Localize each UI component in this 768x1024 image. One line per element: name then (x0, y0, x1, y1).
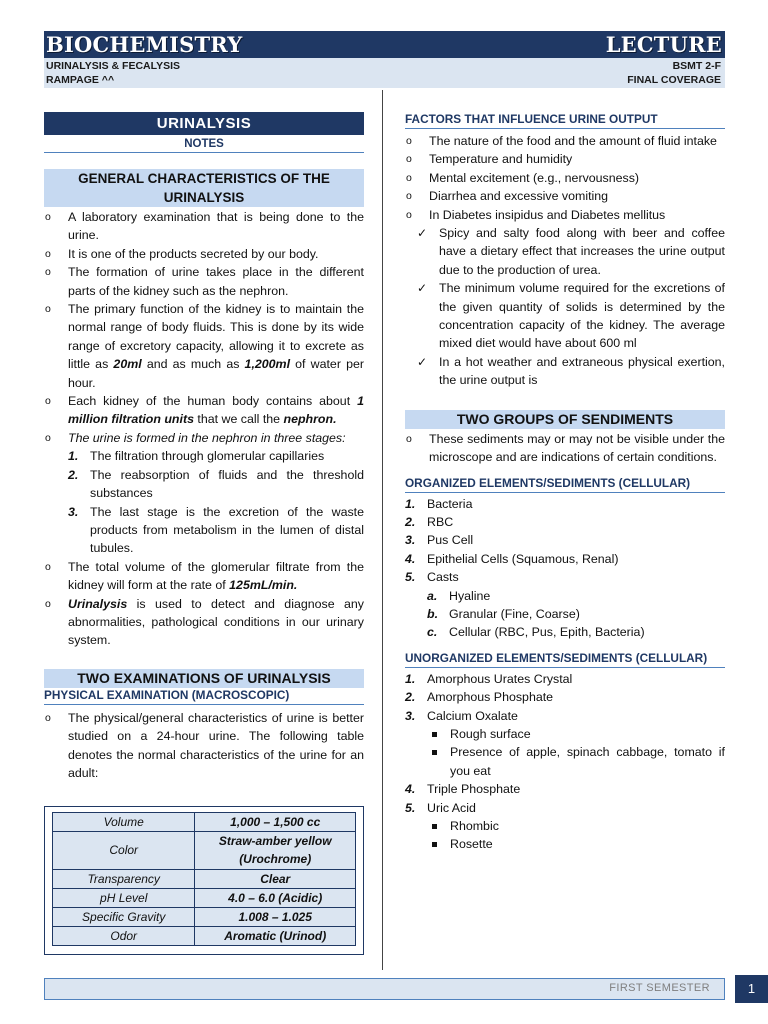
list-item: 5. Casts a. Hyaline b. Granular (Fine, Coarse) c. Cellular (RBC, Pus, Epith, Bacteria) (405, 568, 725, 642)
list-item: 2. Amorphous Phosphate (405, 690, 554, 705)
physical-examination-heading: PHYSICAL EXAMINATION (MACROSCOPIC) (44, 688, 364, 705)
list-item: o The urine is formed in the nephron in three stages: 1. The filtration through glomerular capillaries 2. The reabsorption of fluids and the threshold substances 3. The last stage is the excretion of the waste products from metabolism in the lumen of distal tubules. (44, 429, 364, 558)
table-value: 1.008 – 1.025 (195, 908, 356, 927)
uric-acid-forms-list (427, 817, 725, 854)
table-value: 1,000 – 1,500 cc (195, 813, 356, 832)
list-item: 1. Amorphous Urates Crystal (405, 671, 573, 686)
stage-item: 1. The filtration through glomerular capillaries (68, 449, 325, 464)
header-sub-left (46, 59, 180, 87)
table-key: Transparency (53, 869, 195, 888)
list-item: o Mental excitement (e.g., nervousness) (405, 169, 725, 187)
table-key: Specific Gravity (53, 908, 195, 927)
list-item: o Diarrhea and excessive vomiting (405, 187, 725, 205)
list-item: Presence of apple, spinach cabbage, tomato if you eat (427, 743, 725, 780)
table-row (53, 813, 356, 832)
list-item: o The formation of urine takes place in the different parts of the kidney such as the nephron. (44, 263, 364, 300)
list-item: o In Diabetes insipidus and Diabetes mellitus (405, 206, 725, 224)
table-row (53, 888, 356, 907)
unorganized-elements-heading: UNORGANIZED ELEMENTS/SEDIMENTS (CELLULAR) (405, 651, 725, 668)
list-item: o Urinalysis is used to detect and diagnose any abnormalities, pathological conditions in our urinary system. (44, 595, 364, 650)
list-item: o The nature of the food and the amount of fluid intake (405, 132, 725, 150)
list-item: o The physical/general characteristics of urine is better studied on a 24-hour urine. The following table denotes the normal characteristics of the urine for an adult: (44, 709, 364, 783)
table-key: Odor (53, 927, 195, 946)
table-value: Straw-amber yellow (Urochrome) (195, 832, 356, 869)
table-value: 4.0 – 6.0 (Acidic) (195, 888, 356, 907)
stage-item: 3. The last stage is the excretion of the waste products from metabolism in the lumen of distal tubules. (68, 504, 364, 556)
factors-notes-list (405, 224, 725, 390)
list-item: o Temperature and humidity (405, 150, 725, 168)
list-item: o Each kidney of the human body contains about 1 million filtration units that we call the nephron. (44, 392, 364, 429)
list-item: 3. Calcium Oxalate Rough surface Presence of apple, spinach cabbage, tomato if you eat (405, 707, 725, 781)
stage-item: 2. The reabsorption of fluids and the threshold substances (68, 467, 364, 501)
section-code: BSMT 2-F (672, 60, 721, 72)
course-topic: URINALYSIS & FECALYSIS (46, 60, 181, 72)
general-characteristics-list (44, 208, 364, 650)
left-column (44, 112, 364, 782)
normal-characteristics-table-frame (44, 806, 364, 955)
normal-characteristics-table (52, 812, 356, 946)
list-item: o The primary function of the kidney is to maintain the normal range of body fluids. This is done by its wide range of excretory capacity, allowing it to excrete as little as 20ml and as much as 1,200ml of water per hour. (44, 300, 364, 392)
general-characteristics-heading: GENERAL CHARACTERISTICS OF THE URINALYSIS (44, 169, 364, 207)
unorganized-elements-list (405, 670, 725, 854)
course-tag: RAMPAGE ^^ (46, 74, 115, 86)
column-divider (382, 90, 383, 970)
table-row (53, 927, 356, 946)
list-item: ✓ Spicy and salty food along with beer and coffee have a dietary effect that increases the urine output due to the production of urea. (417, 226, 725, 277)
table-key: pH Level (53, 888, 195, 907)
list-item: c. Cellular (RBC, Pus, Epith, Bacteria) (427, 625, 645, 640)
factors-heading: FACTORS THAT INFLUENCE URINE OUTPUT (405, 112, 725, 129)
table-row (53, 869, 356, 888)
coverage-label: FINAL COVERAGE (627, 74, 721, 86)
list-item: Rosette (427, 835, 725, 853)
organized-elements-list (405, 495, 725, 642)
list-item: a. Hyaline (427, 588, 491, 603)
casts-list (427, 587, 725, 642)
list-item: o The total volume of the glomerular filtrate from the kidney will form at the rate of 125mL/min. (44, 558, 364, 595)
sediments-heading: TWO GROUPS OF SENDIMENTS (405, 410, 725, 429)
right-column (405, 112, 725, 854)
two-examinations-heading: TWO EXAMINATIONS OF URINALYSIS (44, 669, 364, 688)
table-value: Clear (195, 869, 356, 888)
list-item: o It is one of the products secreted by our body. (44, 245, 364, 263)
sediments-list (405, 430, 725, 467)
list-item: o A laboratory examination that is being done to the urine. (44, 208, 364, 245)
list-item: 1. Bacteria (405, 496, 473, 511)
header-subbar (44, 58, 725, 88)
list-item: 4. Epithelial Cells (Squamous, Renal) (405, 551, 619, 566)
list-item: b. Granular (Fine, Coarse) (427, 606, 580, 621)
list-item: 4. Triple Phosphate (405, 782, 521, 797)
section-title-urinalysis: URINALYSIS (44, 112, 364, 135)
table-key: Volume (53, 813, 195, 832)
notes-label: NOTES (44, 135, 364, 153)
header-title-left: BIOCHEMISTRY (46, 32, 243, 57)
footer-bar (44, 978, 725, 1000)
check-icon: ✓ (417, 226, 428, 241)
physical-exam-list (44, 709, 364, 783)
list-item: ✓ In a hot weather and extraneous physical exertion, the urine output is (417, 354, 725, 388)
list-item: Rhombic (427, 817, 725, 835)
page-number: 1 (735, 975, 768, 1003)
check-icon: ✓ (417, 281, 428, 296)
list-item: 5. Uric Acid Rhombic Rosette (405, 799, 725, 854)
organized-elements-heading: ORGANIZED ELEMENTS/SEDIMENTS (CELLULAR) (405, 476, 725, 493)
list-item: Rough surface (427, 725, 725, 743)
list-item: 2. RBC (405, 514, 454, 529)
check-icon: ✓ (417, 354, 428, 369)
table-key: Color (53, 832, 195, 869)
table-value: Aromatic (Urinod) (195, 927, 356, 946)
stages-list (68, 447, 364, 557)
oxalate-notes-list (427, 725, 725, 780)
list-item: ✓ The minimum volume required for the excretions of the given quantity of solids is determined by the concentration capacity of the kidney. The average mixed diet would have about 600 ml (417, 281, 725, 351)
header-title-right: LECTURE (605, 32, 722, 57)
table-row (53, 908, 356, 927)
list-item: 3. Pus Cell (405, 533, 474, 548)
header-bar (44, 31, 725, 58)
list-item: o These sediments may or may not be visible under the microscope and are indications of certain conditions. (405, 430, 725, 467)
semester-label: FIRST SEMESTER (609, 982, 710, 994)
header-sub-right (627, 59, 721, 87)
table-row (53, 832, 356, 869)
factors-list (405, 132, 725, 224)
